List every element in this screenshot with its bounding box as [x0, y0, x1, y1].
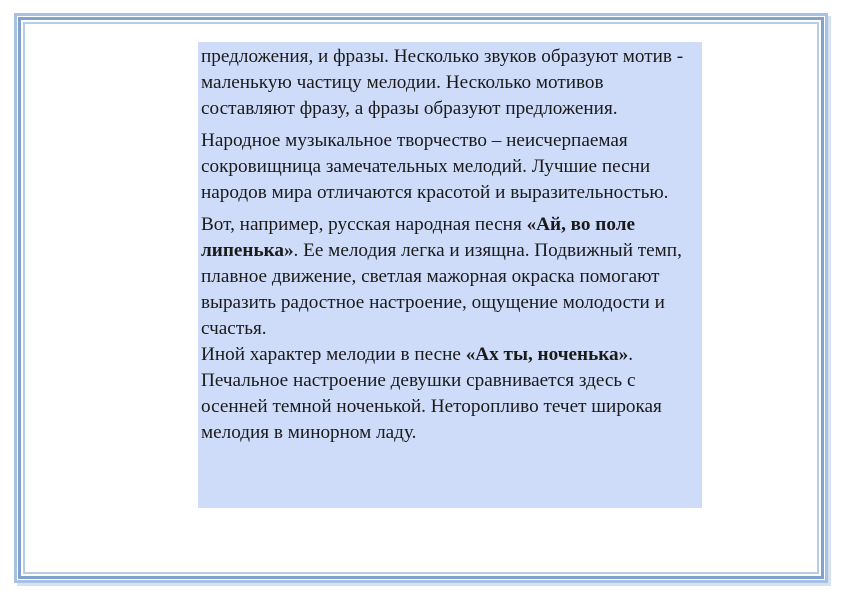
paragraph-3 [201, 212, 698, 342]
song-title-lipenka: «Ай, во поле липенька» [201, 214, 635, 261]
frame-shadow-right [828, 16, 831, 586]
paragraph-3-after: . Ее мелодия легка и изящна. Подвижный темп, плавное движение, светлая мажорная окраска помогают выразить радостное настроение, ощущение молодости и счастья. [201, 240, 682, 339]
song-title-nochenka: «Ах ты, ноченька» [465, 344, 629, 365]
paragraph-4-after: . Печальное настроение девушки сравнивается здесь с осенней темной ноченькой. Неторопливо течет широкая мелодия в минорном ладу. [201, 344, 662, 443]
frame-shadow-bottom [17, 583, 831, 586]
paragraph-3-before: Вот, например, русская народная песня [201, 214, 527, 235]
paragraph-2-text: Народное музыкальное творчество – неисчерпаемая сокровищница замечательных мелодий. Лучшие песни народов мира отличаются красотой и выразительностью. [201, 130, 669, 203]
paragraph-2 [201, 128, 698, 206]
text-block [198, 42, 702, 508]
paragraph-4-before: Иной характер мелодии в песне [201, 344, 466, 365]
paragraph-4 [201, 342, 698, 446]
paragraph-1 [201, 44, 698, 122]
paragraph-1-text: предложения, и фразы. Несколько звуков образуют мотив - маленькую частицу мелодии. Несколько мотивов составляют фразу, а фразы образуют предложения. [201, 46, 684, 119]
